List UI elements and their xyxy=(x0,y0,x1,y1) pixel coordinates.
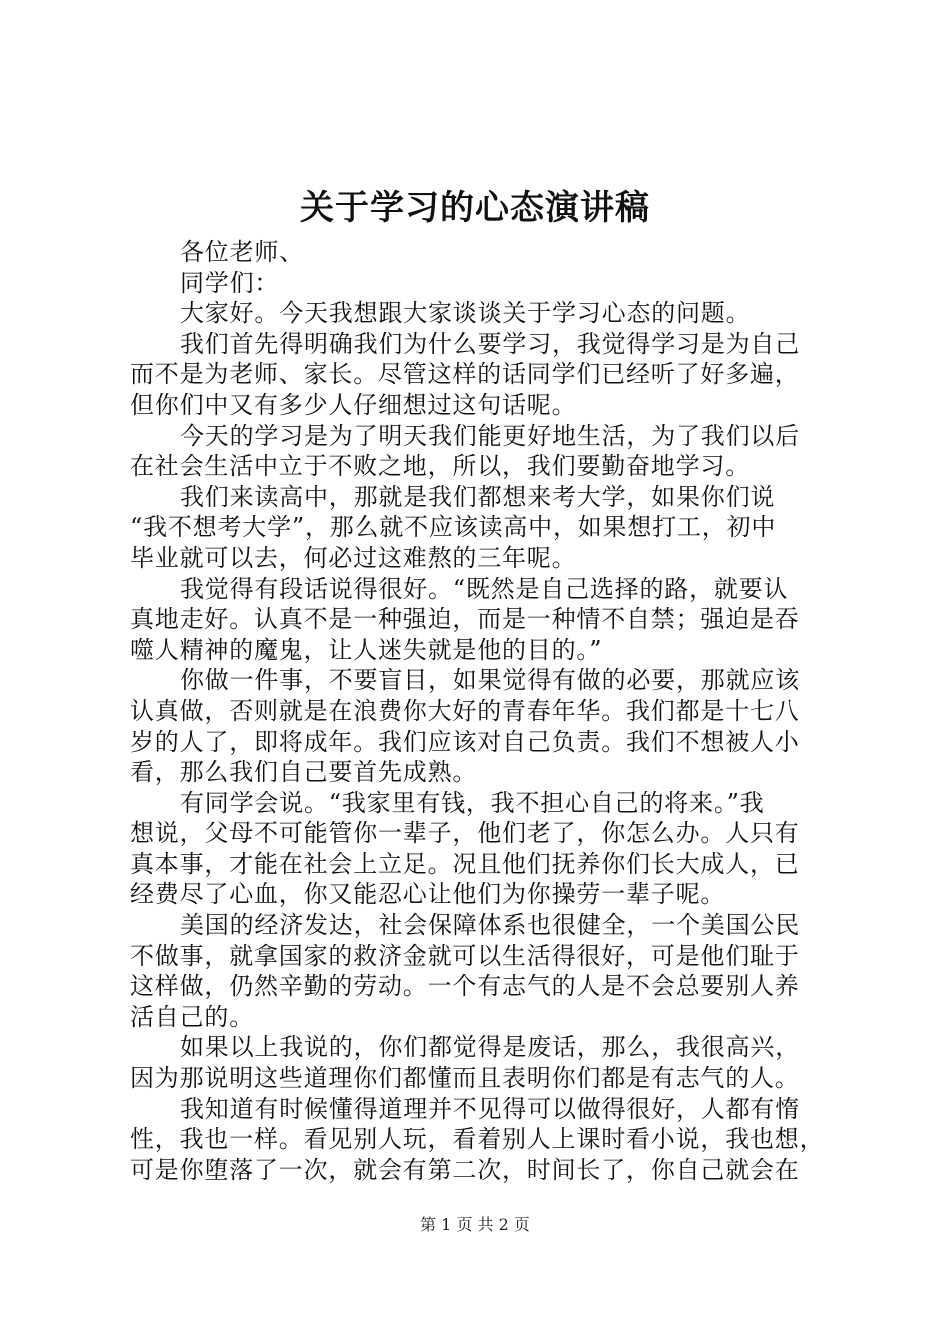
body-line: 真本事，才能在社会上立足。况且他们抚养你们长大成人，已 xyxy=(130,849,800,878)
document-body xyxy=(130,237,840,1185)
body-line: 美国的经济发达，社会保障体系也很健全，一个美国公民 xyxy=(180,911,800,940)
body-line: 大家好。今天我想跟大家谈谈关于学习心态的问题。 xyxy=(180,299,751,328)
body-line: 岁的人了，即将成年。我们应该对自己负责。我们不想被人小 xyxy=(130,727,800,756)
body-line: 各位老师、 xyxy=(180,238,304,266)
document-title: 关于学习的心态演讲稿 xyxy=(300,188,650,228)
body-line: 认真做，否则就是在浪费你大好的青春年华。我们都是十七八 xyxy=(130,696,800,725)
body-line: “我不想考大学”，那么就不应该读高中，如果想打工，初中 xyxy=(130,513,777,542)
body-line: 有同学会说。“我家里有钱，我不担心自己的将来。”我 xyxy=(180,788,765,817)
body-line: 我们首先得明确我们为什么要学习，我觉得学习是为自己 xyxy=(180,329,800,358)
body-line: 你做一件事，不要盲目，如果觉得有做的必要，那就应该 xyxy=(180,666,800,695)
body-line: 噬人精神的魔鬼，让人迷失就是他的目的。” xyxy=(130,635,603,664)
body-line: 可是你堕落了一次，就会有第二次，时间长了，你自己就会在 xyxy=(130,1155,800,1184)
body-line: 看，那么我们自己要首先成熟。 xyxy=(130,758,478,787)
body-line: 这样做，仍然辛勤的劳动。一个有志气的人是不会总要别人养 xyxy=(130,972,800,1001)
body-line: 性，我也一样。看见别人玩，看着别人上课时看小说，我也想， xyxy=(130,1125,825,1154)
body-line: 今天的学习是为了明天我们能更好地生活，为了我们以后 xyxy=(180,421,800,450)
body-line: 真地走好。认真不是一种强迫，而是一种情不自禁；强迫是吞 xyxy=(130,605,800,634)
body-line: 我们来读高中，那就是我们都想来考大学，如果你们说 xyxy=(180,482,776,511)
body-line: 我知道有时候懂得道理并不见得可以做得很好，人都有惰 xyxy=(180,1094,800,1123)
body-line: 如果以上我说的，你们都觉得是废话，那么，我很高兴， xyxy=(180,1033,800,1062)
body-line: 经费尽了心血，你又能忍心让他们为你操劳一辈子呢。 xyxy=(130,880,726,909)
body-line: 不做事，就拿国家的救济金就可以生活得很好，可是他们耻于 xyxy=(130,941,800,970)
body-line: 而不是为老师、家长。尽管这样的话同学们已经听了好多遍， xyxy=(130,360,800,389)
body-line: 但你们中又有多少人仔细想过这句话呢。 xyxy=(130,390,577,419)
page-number-footer: 第 1 页 共 2 页 xyxy=(420,1215,530,1234)
body-line: 毕业就可以去，何必过这难熬的三年呢。 xyxy=(130,543,577,572)
body-line: 同学们： xyxy=(180,268,280,297)
body-line: 活自己的。 xyxy=(130,1002,254,1031)
body-line: 在社会生活中立于不败之地，所以，我们要勤奋地学习。 xyxy=(130,452,750,481)
body-line: 因为那说明这些道理你们都懂而且表明你们都是有志气的人。 xyxy=(130,1064,800,1093)
body-line: 想说，父母不可能管你一辈子，他们老了，你怎么办。人只有 xyxy=(130,819,800,848)
body-line: 我觉得有段话说得很好。“既然是自己选择的路，就要认 xyxy=(180,574,789,603)
